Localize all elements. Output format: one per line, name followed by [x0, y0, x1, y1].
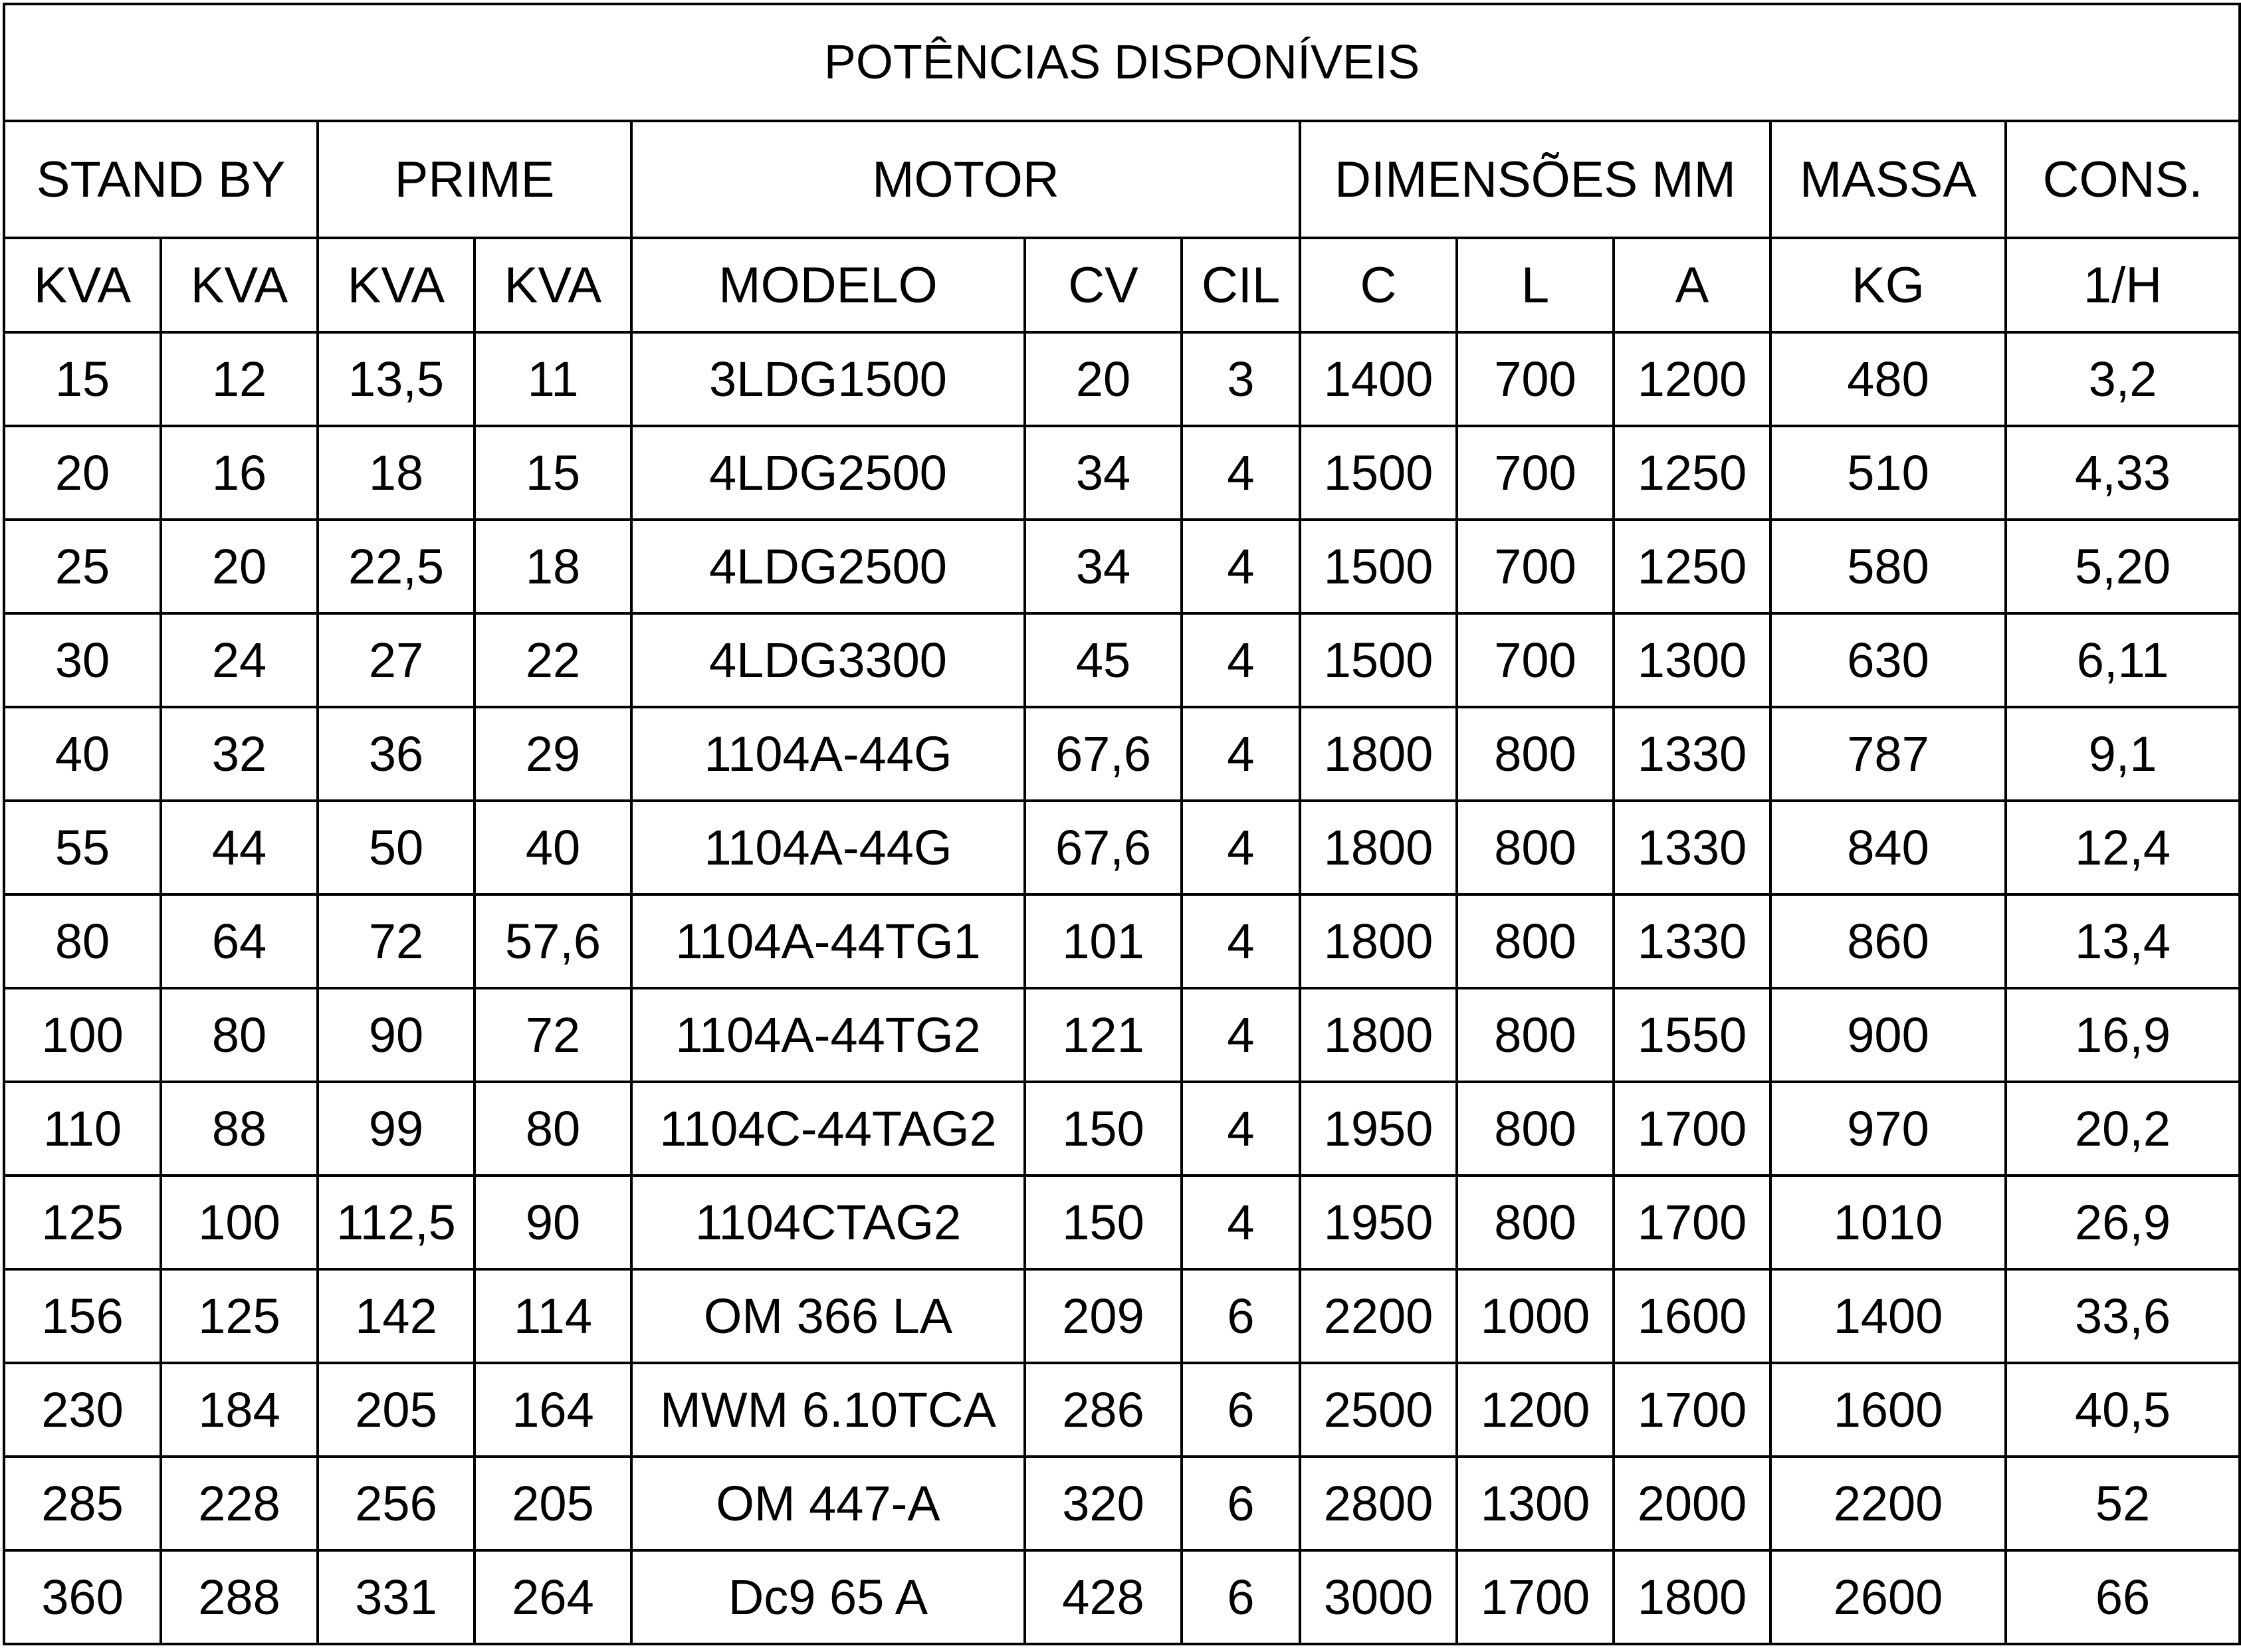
- table-row: [4, 801, 2240, 894]
- cell-standby-kva-2: 44: [161, 801, 318, 894]
- cell-cil: 4: [1182, 988, 1300, 1082]
- cell-standby-kva-2: 88: [161, 1082, 318, 1176]
- cell-standby-kva-2: 288: [161, 1550, 318, 1644]
- cell-dim-l: 800: [1457, 1176, 1614, 1269]
- cell-cv: 286: [1025, 1363, 1182, 1457]
- cell-cil: 4: [1182, 426, 1300, 520]
- cell-prime-kva-2: 264: [475, 1550, 631, 1644]
- cell-prime-kva-2: 114: [475, 1269, 631, 1363]
- power-spec-table: [3, 3, 2241, 1645]
- cell-prime-kva-2: 72: [475, 988, 631, 1082]
- cell-dim-a: 1330: [1614, 801, 1770, 894]
- cell-prime-kva-1: 99: [318, 1082, 475, 1176]
- cell-standby-kva-1: 20: [4, 426, 161, 520]
- group-header-motor: MOTOR: [631, 121, 1300, 238]
- cell-dim-a: 2000: [1614, 1457, 1770, 1550]
- cell-massa-kg: 1010: [1770, 1176, 2006, 1269]
- cell-dim-l: 1300: [1457, 1457, 1614, 1550]
- cell-dim-c: 1500: [1300, 613, 1457, 707]
- cell-massa-kg: 580: [1770, 520, 2006, 613]
- cell-prime-kva-2: 40: [475, 801, 631, 894]
- sub-header-kg: KG: [1770, 238, 2006, 332]
- cell-standby-kva-2: 20: [161, 520, 318, 613]
- cell-cil: 6: [1182, 1269, 1300, 1363]
- cell-standby-kva-2: 80: [161, 988, 318, 1082]
- cell-dim-c: 1950: [1300, 1176, 1457, 1269]
- cell-modelo: 1104CTAG2: [631, 1176, 1025, 1269]
- table-row: [4, 1082, 2240, 1176]
- cell-standby-kva-1: 230: [4, 1363, 161, 1457]
- cell-cv: 320: [1025, 1457, 1182, 1550]
- cell-cv: 67,6: [1025, 801, 1182, 894]
- cell-dim-l: 800: [1457, 707, 1614, 801]
- table-row: [4, 613, 2240, 707]
- cell-consumo: 20,2: [2006, 1082, 2240, 1176]
- cell-prime-kva-1: 331: [318, 1550, 475, 1644]
- cell-massa-kg: 1600: [1770, 1363, 2006, 1457]
- cell-prime-kva-1: 142: [318, 1269, 475, 1363]
- cell-dim-l: 1200: [1457, 1363, 1614, 1457]
- cell-massa-kg: 2600: [1770, 1550, 2006, 1644]
- cell-dim-a: 1600: [1614, 1269, 1770, 1363]
- sub-header-row: [4, 238, 2240, 332]
- cell-dim-a: 1700: [1614, 1082, 1770, 1176]
- sub-header-a: A: [1614, 238, 1770, 332]
- cell-dim-a: 1200: [1614, 332, 1770, 426]
- table-row: [4, 520, 2240, 613]
- cell-modelo: 1104A-44G: [631, 801, 1025, 894]
- cell-cil: 4: [1182, 613, 1300, 707]
- sub-header-modelo: MODELO: [631, 238, 1025, 332]
- cell-dim-c: 2200: [1300, 1269, 1457, 1363]
- cell-dim-l: 800: [1457, 988, 1614, 1082]
- cell-consumo: 40,5: [2006, 1363, 2240, 1457]
- group-header-prime: PRIME: [318, 121, 631, 238]
- cell-prime-kva-1: 205: [318, 1363, 475, 1457]
- cell-dim-c: 2800: [1300, 1457, 1457, 1550]
- group-header-row: [4, 121, 2240, 238]
- cell-massa-kg: 787: [1770, 707, 2006, 801]
- cell-dim-c: 1400: [1300, 332, 1457, 426]
- cell-consumo: 66: [2006, 1550, 2240, 1644]
- cell-massa-kg: 510: [1770, 426, 2006, 520]
- group-header-cons: CONS.: [2006, 121, 2240, 238]
- cell-standby-kva-2: 100: [161, 1176, 318, 1269]
- cell-prime-kva-1: 36: [318, 707, 475, 801]
- cell-modelo: Dc9 65 A: [631, 1550, 1025, 1644]
- cell-cil: 6: [1182, 1550, 1300, 1644]
- cell-standby-kva-2: 32: [161, 707, 318, 801]
- cell-standby-kva-1: 156: [4, 1269, 161, 1363]
- table-row: [4, 1457, 2240, 1550]
- cell-dim-a: 1250: [1614, 520, 1770, 613]
- cell-dim-c: 2500: [1300, 1363, 1457, 1457]
- sub-header-c: C: [1300, 238, 1457, 332]
- cell-modelo: OM 366 LA: [631, 1269, 1025, 1363]
- cell-cv: 209: [1025, 1269, 1182, 1363]
- cell-standby-kva-1: 360: [4, 1550, 161, 1644]
- cell-cil: 6: [1182, 1457, 1300, 1550]
- cell-dim-l: 700: [1457, 332, 1614, 426]
- cell-prime-kva-1: 27: [318, 613, 475, 707]
- cell-cil: 4: [1182, 1082, 1300, 1176]
- cell-consumo: 3,2: [2006, 332, 2240, 426]
- cell-cil: 4: [1182, 894, 1300, 988]
- cell-standby-kva-1: 40: [4, 707, 161, 801]
- cell-cil: 3: [1182, 332, 1300, 426]
- cell-standby-kva-1: 125: [4, 1176, 161, 1269]
- cell-dim-a: 1800: [1614, 1550, 1770, 1644]
- cell-standby-kva-2: 184: [161, 1363, 318, 1457]
- cell-cv: 150: [1025, 1176, 1182, 1269]
- cell-standby-kva-2: 16: [161, 426, 318, 520]
- cell-dim-l: 700: [1457, 520, 1614, 613]
- group-header-dimensoes: DIMENSÕES MM: [1300, 121, 1770, 238]
- cell-massa-kg: 860: [1770, 894, 2006, 988]
- cell-standby-kva-2: 228: [161, 1457, 318, 1550]
- cell-prime-kva-1: 72: [318, 894, 475, 988]
- cell-standby-kva-1: 110: [4, 1082, 161, 1176]
- cell-dim-c: 1800: [1300, 894, 1457, 988]
- table-row: [4, 1269, 2240, 1363]
- cell-dim-l: 700: [1457, 426, 1614, 520]
- cell-prime-kva-2: 205: [475, 1457, 631, 1550]
- cell-dim-a: 1700: [1614, 1176, 1770, 1269]
- cell-modelo: MWM 6.10TCA: [631, 1363, 1025, 1457]
- cell-standby-kva-2: 125: [161, 1269, 318, 1363]
- cell-prime-kva-2: 164: [475, 1363, 631, 1457]
- cell-dim-l: 1700: [1457, 1550, 1614, 1644]
- cell-dim-c: 1800: [1300, 707, 1457, 801]
- table-row: [4, 707, 2240, 801]
- cell-dim-a: 1550: [1614, 988, 1770, 1082]
- cell-dim-l: 800: [1457, 801, 1614, 894]
- cell-dim-a: 1700: [1614, 1363, 1770, 1457]
- cell-dim-c: 1800: [1300, 801, 1457, 894]
- cell-dim-l: 800: [1457, 894, 1614, 988]
- cell-consumo: 16,9: [2006, 988, 2240, 1082]
- cell-massa-kg: 970: [1770, 1082, 2006, 1176]
- cell-prime-kva-1: 18: [318, 426, 475, 520]
- cell-cv: 428: [1025, 1550, 1182, 1644]
- sub-header-prime-kva-2: KVA: [475, 238, 631, 332]
- sub-header-standby-kva-2: KVA: [161, 238, 318, 332]
- cell-dim-c: 1500: [1300, 426, 1457, 520]
- table-row: [4, 894, 2240, 988]
- cell-cil: 4: [1182, 520, 1300, 613]
- sub-header-standby-kva-1: KVA: [4, 238, 161, 332]
- cell-consumo: 13,4: [2006, 894, 2240, 988]
- cell-cil: 4: [1182, 707, 1300, 801]
- cell-standby-kva-1: 100: [4, 988, 161, 1082]
- cell-prime-kva-2: 57,6: [475, 894, 631, 988]
- cell-cv: 101: [1025, 894, 1182, 988]
- table-row: [4, 1363, 2240, 1457]
- cell-dim-l: 700: [1457, 613, 1614, 707]
- sub-header-consumo: 1/H: [2006, 238, 2240, 332]
- cell-massa-kg: 1400: [1770, 1269, 2006, 1363]
- cell-dim-c: 1800: [1300, 988, 1457, 1082]
- cell-cil: 4: [1182, 801, 1300, 894]
- cell-prime-kva-2: 80: [475, 1082, 631, 1176]
- cell-standby-kva-2: 12: [161, 332, 318, 426]
- cell-prime-kva-2: 90: [475, 1176, 631, 1269]
- cell-standby-kva-2: 64: [161, 894, 318, 988]
- cell-cv: 45: [1025, 613, 1182, 707]
- table-row: [4, 988, 2240, 1082]
- cell-standby-kva-2: 24: [161, 613, 318, 707]
- table-row: [4, 426, 2240, 520]
- cell-consumo: 33,6: [2006, 1269, 2240, 1363]
- cell-massa-kg: 2200: [1770, 1457, 2006, 1550]
- group-header-stand-by: STAND BY: [4, 121, 318, 238]
- cell-dim-c: 1950: [1300, 1082, 1457, 1176]
- table-row: [4, 332, 2240, 426]
- table-row: [4, 1550, 2240, 1644]
- cell-dim-a: 1250: [1614, 426, 1770, 520]
- cell-standby-kva-1: 15: [4, 332, 161, 426]
- cell-prime-kva-1: 13,5: [318, 332, 475, 426]
- sub-header-l: L: [1457, 238, 1614, 332]
- cell-prime-kva-2: 15: [475, 426, 631, 520]
- cell-standby-kva-1: 25: [4, 520, 161, 613]
- cell-modelo: 1104A-44TG2: [631, 988, 1025, 1082]
- cell-prime-kva-2: 29: [475, 707, 631, 801]
- cell-modelo: 1104A-44G: [631, 707, 1025, 801]
- cell-massa-kg: 840: [1770, 801, 2006, 894]
- table-row: [4, 1176, 2240, 1269]
- cell-standby-kva-1: 55: [4, 801, 161, 894]
- cell-dim-a: 1330: [1614, 707, 1770, 801]
- cell-cv: 121: [1025, 988, 1182, 1082]
- cell-dim-a: 1300: [1614, 613, 1770, 707]
- cell-prime-kva-2: 11: [475, 332, 631, 426]
- cell-prime-kva-2: 22: [475, 613, 631, 707]
- cell-dim-l: 800: [1457, 1082, 1614, 1176]
- cell-prime-kva-1: 90: [318, 988, 475, 1082]
- table-title: POTÊNCIAS DISPONÍVEIS: [4, 4, 2240, 121]
- cell-standby-kva-1: 80: [4, 894, 161, 988]
- cell-cv: 67,6: [1025, 707, 1182, 801]
- cell-cil: 6: [1182, 1363, 1300, 1457]
- cell-cv: 20: [1025, 332, 1182, 426]
- cell-dim-c: 3000: [1300, 1550, 1457, 1644]
- cell-modelo: OM 447-A: [631, 1457, 1025, 1550]
- cell-modelo: 4LDG3300: [631, 613, 1025, 707]
- cell-massa-kg: 480: [1770, 332, 2006, 426]
- cell-dim-c: 1500: [1300, 520, 1457, 613]
- cell-massa-kg: 630: [1770, 613, 2006, 707]
- cell-consumo: 4,33: [2006, 426, 2240, 520]
- cell-prime-kva-1: 256: [318, 1457, 475, 1550]
- cell-modelo: 1104C-44TAG2: [631, 1082, 1025, 1176]
- title-row: [4, 4, 2240, 121]
- sub-header-prime-kva-1: KVA: [318, 238, 475, 332]
- cell-prime-kva-1: 112,5: [318, 1176, 475, 1269]
- cell-consumo: 5,20: [2006, 520, 2240, 613]
- cell-consumo: 52: [2006, 1457, 2240, 1550]
- cell-modelo: 4LDG2500: [631, 426, 1025, 520]
- cell-cv: 150: [1025, 1082, 1182, 1176]
- cell-dim-l: 1000: [1457, 1269, 1614, 1363]
- cell-standby-kva-1: 285: [4, 1457, 161, 1550]
- cell-modelo: 4LDG2500: [631, 520, 1025, 613]
- sub-header-cil: CIL: [1182, 238, 1300, 332]
- cell-modelo: 3LDG1500: [631, 332, 1025, 426]
- sub-header-cv: CV: [1025, 238, 1182, 332]
- cell-prime-kva-1: 50: [318, 801, 475, 894]
- cell-cv: 34: [1025, 426, 1182, 520]
- cell-consumo: 12,4: [2006, 801, 2240, 894]
- cell-consumo: 9,1: [2006, 707, 2240, 801]
- cell-cil: 4: [1182, 1176, 1300, 1269]
- cell-consumo: 26,9: [2006, 1176, 2240, 1269]
- cell-consumo: 6,11: [2006, 613, 2240, 707]
- cell-cv: 34: [1025, 520, 1182, 613]
- cell-modelo: 1104A-44TG1: [631, 894, 1025, 988]
- cell-prime-kva-2: 18: [475, 520, 631, 613]
- cell-standby-kva-1: 30: [4, 613, 161, 707]
- cell-prime-kva-1: 22,5: [318, 520, 475, 613]
- group-header-massa: MASSA: [1770, 121, 2006, 238]
- cell-massa-kg: 900: [1770, 988, 2006, 1082]
- cell-dim-a: 1330: [1614, 894, 1770, 988]
